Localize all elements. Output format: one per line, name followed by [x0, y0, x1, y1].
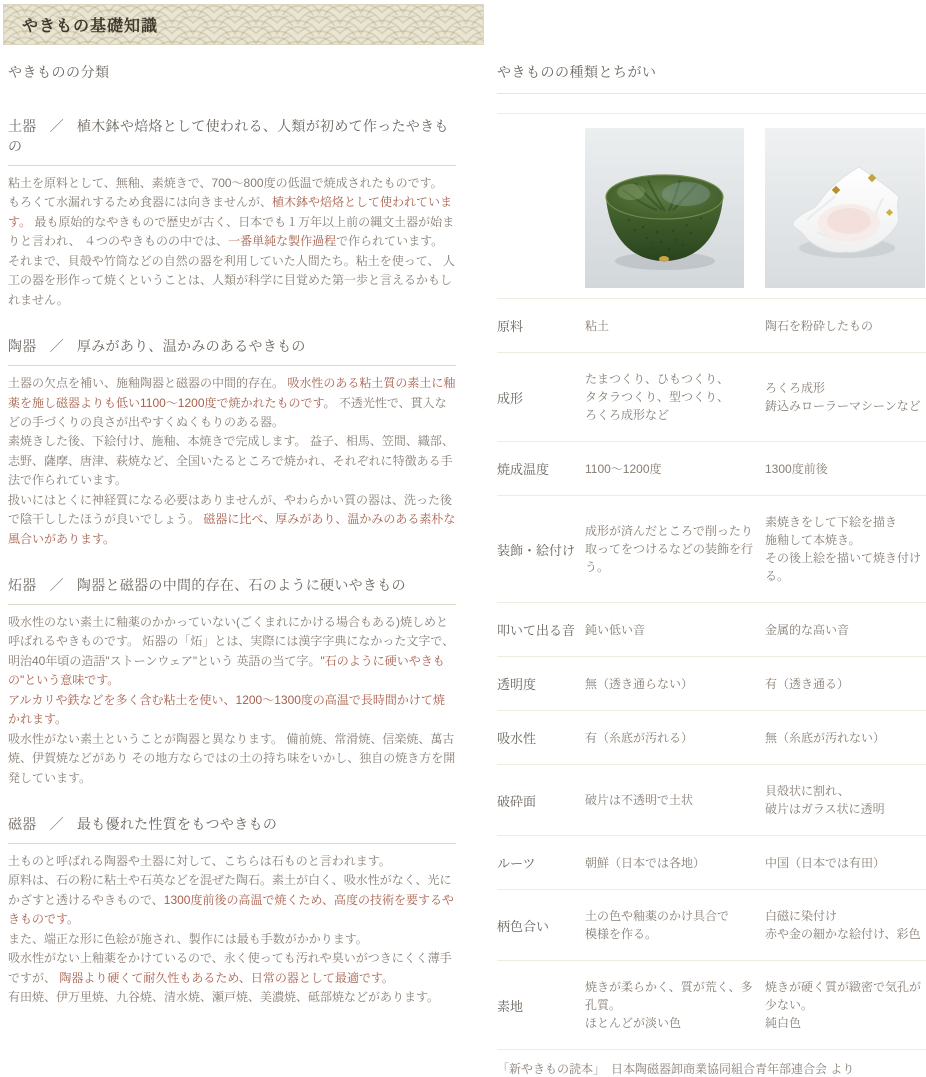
- section-term: 陶器: [8, 338, 37, 355]
- section-subtitle: 陶器と磁器の中間的存在、石のように硬いやきもの: [76, 577, 406, 593]
- jiki-value: 白磁に染付け 赤や金の細かな絵付け、彩色: [765, 909, 921, 941]
- section-term: 磁器: [8, 815, 37, 832]
- row-label: 叩いて出る音: [497, 623, 576, 638]
- table-row: [497, 710, 926, 764]
- table-row: [497, 352, 926, 441]
- section-paragraph: また、端正な形に色絵が施され、製作には最も手数がかかります。: [8, 931, 368, 946]
- table-row: [497, 656, 926, 710]
- jiki-value: 無（糸底が汚れない）: [765, 730, 886, 745]
- toki-value: たまつくり、ひもつくり、 タタラつくり、型つくり、 ろくろ成形など: [585, 372, 730, 422]
- section-separator: ／: [49, 118, 64, 134]
- section-subtitle: 最も優れた性質をもつやきもの: [76, 815, 278, 832]
- section-paragraph: 土ものと呼ばれる陶器や土器に対して、こちらは石ものと言われます。: [8, 853, 391, 868]
- figure-row: [497, 113, 926, 298]
- section-paragraph: 粘土を原料として、無釉、素焼きで、700〜800度の低温で焼成されたものです。: [8, 176, 443, 190]
- section-heading: [8, 116, 456, 166]
- section-sekki: [8, 575, 456, 788]
- section-paragraph: 扱いにはとくに神経質になる必要はありませんが、やわらかい質の器は、洗った後で陰干ししたほうが良いでしょう。 磁器に比べ、厚みがあり、温かみのある素朴な風合いがあります。: [8, 492, 456, 546]
- source-note: 「新やきもの読本」 日本陶磁器卸商業協同組合青年部連合会 より: [497, 1062, 855, 1076]
- table-row: [497, 960, 926, 1050]
- row-label: 焼成温度: [497, 462, 550, 477]
- toki-value: 粘土: [585, 318, 610, 333]
- table-row: [497, 764, 926, 835]
- row-label: 原料: [497, 319, 524, 334]
- section-body: [8, 844, 456, 1008]
- row-label: 柄色合い: [497, 918, 550, 934]
- section-separator: ／: [49, 338, 64, 355]
- table-row: [497, 495, 926, 602]
- section-paragraph: 原料は、石の粉に粘土や石英などを混ぜた陶石。素土が白く、吸水性がなく、光にかざすと透けるやきもので、1300度前後の高温で焼くため、高度の技術を要するやきものです。: [8, 873, 454, 927]
- section-paragraph: アルカリや鉄などを多く含む粘土を使い、1200〜1300度の高温で長時間かけて焼かれます。: [8, 692, 445, 727]
- table-row: [497, 298, 926, 352]
- classification-sections: [8, 116, 456, 1007]
- row-label: 吸水性: [497, 731, 537, 746]
- section-doki: [8, 116, 456, 310]
- comparison-table: [497, 298, 926, 1050]
- row-label: 装飾・絵付け: [497, 542, 576, 558]
- jiki-value: 陶石を粉砕したもの: [765, 318, 874, 333]
- section-separator: ／: [49, 577, 64, 593]
- toki-value: 鈍い低い音: [585, 622, 646, 637]
- toki-value: 成形が済んだところで削ったり 取ってをつけるなどの装飾を行う。: [585, 524, 754, 574]
- oribe-green-bowl-photo: [585, 128, 744, 288]
- toki-value: 朝鮮（日本では各地）: [585, 855, 706, 870]
- jiki-value: 素焼きをして下絵を描き 施釉して本焼き。 その後上絵を描いて焼き付ける。: [765, 515, 922, 583]
- row-label: 透明度: [497, 677, 537, 692]
- white-porcelain-dish-photo: [765, 128, 924, 288]
- section-paragraph: 吸水性がない素土ということが陶器と異なります。 備前焼、常滑焼、信楽焼、萬古焼、伊賀焼などがあり その地方ならではの土の持ち味をいかし、独自の焼き方を開発しています。: [8, 731, 456, 785]
- row-label: 素地: [497, 998, 524, 1014]
- table-row: [497, 835, 926, 889]
- section-body: [8, 366, 456, 549]
- jiki-value: 貝殻状に割れ、 破片はガラス状に透明: [765, 784, 885, 816]
- toki-value: 1100〜1200度: [585, 461, 662, 476]
- jiki-value: 1300度前後: [765, 461, 828, 476]
- table-row: [497, 441, 926, 495]
- section-paragraph: 有田焼、伊万里焼、九谷焼、清水焼、瀬戸焼、美濃焼、砥部焼などがあります。: [8, 990, 440, 1004]
- toki-value: 焼きが柔らかく、質が荒く、多孔質。 ほとんどが淡い色: [585, 980, 753, 1030]
- row-label: 破砕面: [497, 793, 537, 809]
- section-term: 炻器: [8, 577, 37, 593]
- section-heading: [8, 336, 456, 366]
- section-term: 土器: [8, 118, 37, 134]
- section-toki: [8, 336, 456, 549]
- classification-column: [8, 62, 456, 1033]
- section-jiki: [8, 814, 456, 1008]
- classification-title: やきものの分類: [8, 64, 110, 80]
- section-paragraph: 吸水性がない上釉薬をかけているので、永く使っても汚れや臭いがつきにくく薄手ですが、 陶器より硬くて耐久性もあるため、日常の器として最適です。: [8, 951, 452, 985]
- comparison-title: やきものの種類とちがい: [497, 62, 926, 94]
- section-separator: ／: [49, 815, 64, 832]
- jiki-value: ろくろ成形 鋳込みローラーマシーンなど: [765, 381, 921, 413]
- section-paragraph: もろくて水漏れするため食器には向きませんが、植木鉢や焙烙として使われています。 最も原始的なやきもので歴史が古く、日本でも１万年以上前の縄文土器が始まりと言われ、 ４つのやきものの中では、一番単純な製作過程で作られています。 それまで、貝殻や竹筒などの自然の器を利用していた人間たち。粘土を使って、 人工の器を形作って焼くということは、人類が科学に目覚めた第一歩と言えるかもしれません。: [8, 195, 455, 307]
- jiki-value: 有（透き通る）: [765, 676, 850, 691]
- section-heading: [8, 814, 456, 844]
- row-label: ルーツ: [497, 856, 536, 871]
- section-paragraph: 素焼きした後、下絵付け、施釉、本焼きで完成します。 益子、相馬、笠間、織部、志野、薩摩、唐津、萩焼など、全国いたるところで焼かれ、それぞれに特徴ある手法で作られています。: [8, 434, 454, 488]
- toki-value: 無（透き通らない）: [585, 676, 694, 691]
- section-body: [8, 605, 456, 788]
- toki-value: 有（糸底が汚れる）: [585, 730, 694, 745]
- row-label: 成形: [497, 390, 524, 406]
- jiki-value: 焼きが硬く質が緻密で気孔が少ない。 純白色: [765, 980, 922, 1030]
- jiki-value: 金属的な高い音: [765, 622, 850, 637]
- comparison-column: [497, 62, 926, 1077]
- page-banner: [3, 4, 484, 45]
- section-subtitle: 植木鉢や焙烙として使われる、人類が初めて作ったやきもの: [8, 118, 449, 154]
- toki-value: 土の色や釉薬のかけ具合で 模様を作る。: [585, 909, 730, 941]
- toki-value: 破片は不透明で土状: [585, 793, 694, 807]
- table-row: [497, 602, 926, 656]
- section-heading: [8, 575, 456, 605]
- page-title: やきもの基礎知識: [22, 18, 159, 35]
- table-row: [497, 889, 926, 960]
- section-paragraph: 土器の欠点を補い、施釉陶器と磁器の中間的存在。 吸水性のある粘土質の素土に釉薬を施し磁器よりも低い1100〜1200度で焼かれたものです。 不透光性で、貫入などの手づくりの良さが出やすくぬくもりのある器。: [8, 376, 456, 429]
- section-body: [8, 166, 456, 310]
- section-paragraph: 吸水性のない素土に釉薬のかかっていない(ごくまれにかける場合もある)焼しめと呼ばれるやきものです。 炻器の「炻」とは、実際には漢字字典になかった文字で、明治40年頃の造語"ストーンウェア"という 英語の当て字。"石のように硬いやきもの"という意味です。: [8, 615, 455, 688]
- section-subtitle: 厚みがあり、温かみのあるやきもの: [76, 338, 306, 355]
- jiki-value: 中国（日本では有田）: [765, 855, 886, 870]
